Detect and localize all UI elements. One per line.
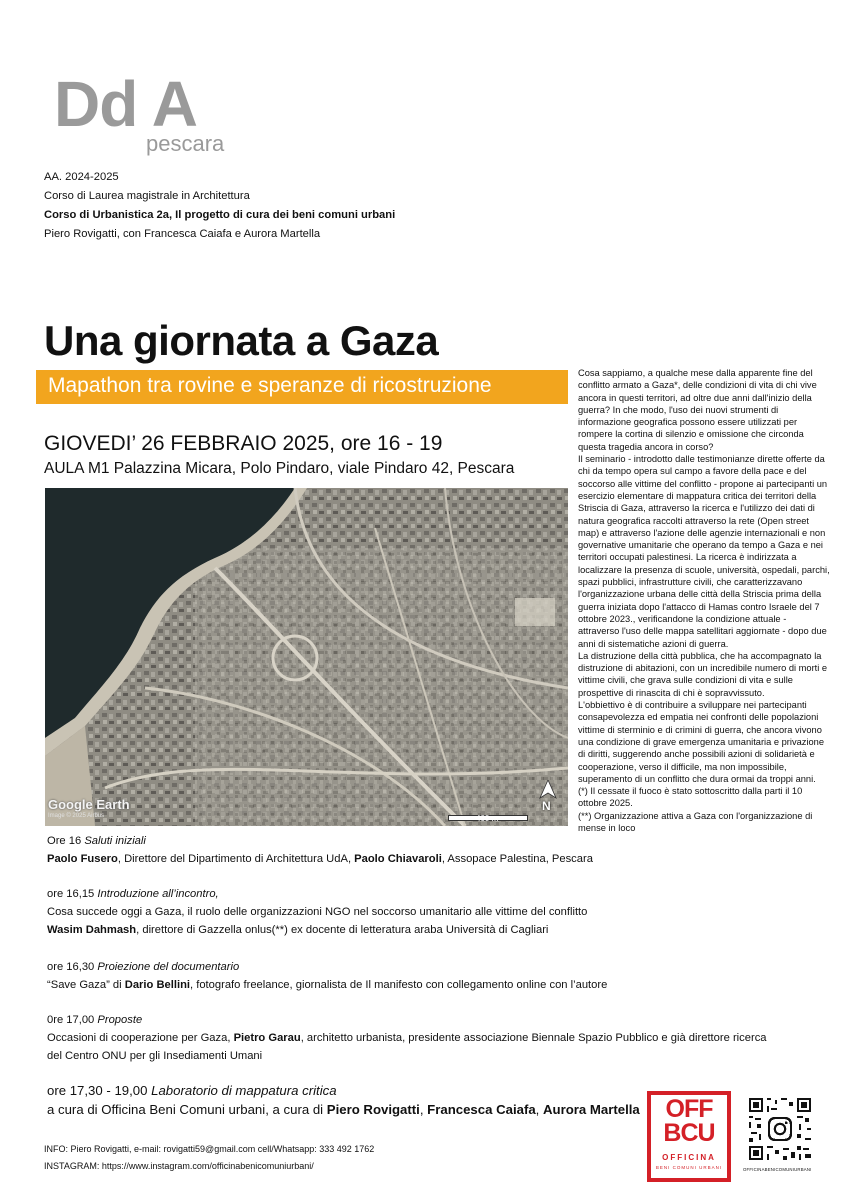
google-earth-logo: Google Earth [48,797,130,812]
map-scale-label: 400 m [476,814,499,823]
speaker-name: Wasim Dahmash [47,924,137,936]
map-credit: Image © 2025 Airbus [48,813,105,819]
instagram-link[interactable]: INSTAGRAM: https://www.instagram.com/officinabenicomuniurbani/ [44,1161,314,1171]
logo-beni-comuni: BENI COMUNI URBANI [655,1165,723,1170]
event-subtitle: Mapathon tra rovine e speranze di ricostruzione [48,374,492,397]
separator: , [535,1102,543,1117]
session-title: Proposte [97,1014,143,1026]
separator: , [419,1102,428,1117]
session-title: Laboratorio di mappatura critica [151,1083,337,1098]
speaker-role-continued: del Centro ONU per gli Insediamenti Umani [47,1050,263,1062]
speaker-name: Francesca Caiafa [427,1102,536,1117]
session-description: a cura di Officina Beni Comuni urbani, a cura di [47,1102,327,1117]
logo-officina: OFFICINA [662,1153,716,1162]
subtitle-banner [36,370,568,404]
course-teachers: Piero Rovigatti, con Francesca Caiafa e Aurora Martella [44,228,321,240]
speaker-name: Dario Bellini [124,979,191,991]
session-time: Ore 16 [47,835,82,847]
session-time: 0re 17,00 [47,1014,95,1026]
speaker-role: , architetto urbanista, presidente associazione Biennale Spazio Pubblico e già direttore ricerca [300,1032,767,1044]
description-column [578,367,830,834]
session-time: ore 17,30 - 19,00 [47,1083,148,1098]
event-title: Una giornata a Gaza [44,317,439,364]
description-paragraph: La distruzione della città pubblica, che ha accompagnato la distruzione di abitazioni, con un incredibile numero di morti e vittime civili, che grava sulle condizioni di vita e sulle prospettive di rinascita di chi è sopravvissuto. [578,650,828,698]
session-description: Cosa succede oggi a Gaza, il ruolo delle organizzazioni NGO nel soccorso umanitario alle vittime del conflitto [47,906,588,918]
footnote-1: (*) Il cessate il fuoco è stato sottoscritto dalla parti il 10 ottobre 2025. [578,786,803,809]
description-paragraph: Cosa sappiamo, a qualche mese dalla apparente fine del conflitto armato a Gaza*, delle condizioni di vita di chi vive ancora in questi territori, ad oltre due anni dall'inizio della guerra? In che modo, l'uso dei nuovi strumenti di informazione geografica possono essere utilizzati per rompere la cortina di silenzio e omissione che circonda questa tragedia ancora in corso? [578,368,817,452]
speaker-role: , direttore di Gazzella onlus(**) ex docente di letteratura araba Università di Cagliari [136,924,549,936]
degree-course: Corso di Laurea magistrale in Architettura [44,190,250,202]
speaker-name: Piero Rovigatti [326,1102,420,1117]
logo-bcu: BCU [663,1119,715,1147]
speaker-role: , Assopace Palestina, Pescara [441,853,593,865]
description-paragraph: Il seminario - introdotto dalle testimonianze dirette offerte da chi da tempo opera sul campo a favore della pace e del soccorso alle vittime del conflitto - propone ai partecipanti un esercizio elementare di mappatura critica dei territori della Striscia di Gaza, attraverso la ricerca e l'utilizzo dei dati di natura geografica raccolti attraverso la rete (Open street map) e attraverso l'azione delle agenzie internazionali e non governative umanitarie che operano da tempo a Gaza e nei territori occupati palestinesi. La ricerca è indirizzata a localizzare la presenza di scuole, università, ospedali, parchi, spazi pubblici, infrastrutture civili, che caratterizzavano l'organizzazione urbana delle città della Striscia prima della guerra iniziata dopo l'attacco di Hamas contro Israele del 7 ottobre 2023., verificandone la condizione attuale - attraverso l'uso delle mappa satellitari aggiornate - dopo due anni di sistematiche azioni di guerra. [578,454,830,649]
speaker-role: , fotografo freelance, giornalista de Il manifesto con collegamento online con l’autore [190,979,608,991]
speaker-name: Paolo Fusero [47,853,118,865]
session-description: Occasioni di cooperazione per Gaza, [47,1032,234,1044]
instagram-qr-code[interactable] [747,1096,813,1162]
qr-label: OFFICINABENICOMUNIURBANI [743,1167,812,1172]
logo-off: OFF [665,1095,713,1123]
session-title: Saluti iniziali [84,835,146,847]
footnote-2: (**) Organizzazione attiva a Gaza con l'organizzazione di mense in loco [578,810,813,833]
session-title: Proiezione del documentario [97,961,240,973]
program-session-5 [47,1081,640,1119]
dda-logo: Dd A [54,68,197,140]
session-time: ore 16,30 [47,961,95,973]
speaker-role: , Direttore del Dipartimento di Architettura UdA, [117,853,355,865]
north-label: N [542,799,551,813]
contact-info: INFO: Piero Rovigatti, e-mail: rovigatti59@gmail.com cell/Whatsapp: 333 492 1762 [44,1144,375,1154]
program-session-3 [47,958,607,994]
session-title: Introduzione all’incontro, [97,888,219,900]
description-paragraph: L'obbiettivo è di contribuire a sviluppare nei partecipanti consapevolezza ed empatia nei confronti delle popolazioni vittime di sterminio e di crimini di guerra, che ancora vivono una condizione di grave emergenza umanitaria e privazione di diritti, suggerendo anche possibili azioni di solidarietà e cooperazione, verso il difficile, ma non impossibile, superamento di un conflitto che dura ormai da troppi anni. [578,700,824,784]
program-session-4 [47,1011,767,1065]
officina-logo [647,1091,731,1182]
session-time: ore 16,15 [47,888,95,900]
speaker-name: Pietro Garau [233,1032,301,1044]
dda-logo-subtitle: pescara [146,131,225,156]
event-venue: AULA M1 Palazzina Micara, Polo Pindaro, viale Pindaro 42, Pescara [44,460,515,477]
event-date: GIOVEDI’ 26 FEBBRAIO 2025, ore 16 - 19 [44,432,443,455]
speaker-name: Aurora Martella [543,1102,640,1117]
satellite-map-image [45,488,568,826]
program-session-2 [47,885,587,939]
course-info [44,168,395,244]
session-description: “Save Gaza” di [47,979,125,991]
course-name: Corso di Urbanistica 2a, Il progetto di cura dei beni comuni urbani [44,209,396,221]
program-session-1 [47,832,593,868]
academic-year: AA. 2024-2025 [44,171,119,183]
speaker-name: Paolo Chiavaroli [354,853,442,865]
